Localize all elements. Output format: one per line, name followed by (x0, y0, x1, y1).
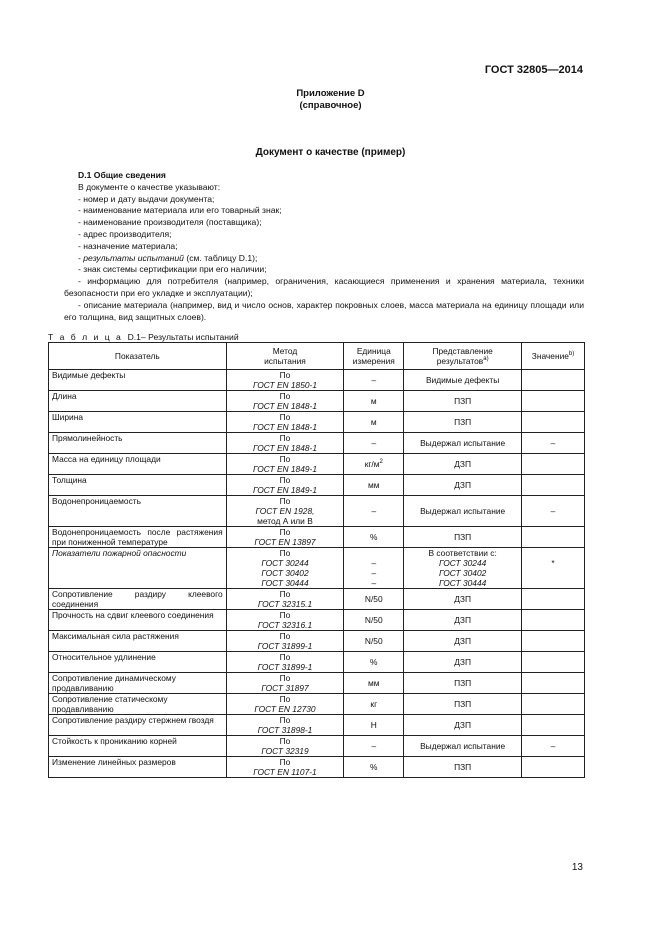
general-info-section (64, 170, 584, 323)
header-value-footnote: b) (568, 351, 575, 357)
header-repr-footnote: а) (483, 356, 489, 362)
table-row (49, 631, 585, 652)
method-standard: ГОСТ 31898-1 (257, 725, 313, 735)
cell-indicator: Водонепроницаемость (49, 496, 227, 527)
method-line: По (279, 694, 291, 704)
method-line: По (279, 652, 291, 662)
cell-unit (344, 454, 404, 475)
cell-value (522, 527, 585, 548)
cell-unit: м (344, 412, 404, 433)
header-method-line1: Метод (272, 346, 298, 356)
cell-value: – (522, 433, 585, 454)
cell-method (226, 589, 344, 610)
cell-method (226, 391, 344, 412)
document-title: Документ о качестве (пример) (255, 147, 406, 158)
table-row (49, 475, 585, 496)
cell-representation: ДЗП (404, 454, 522, 475)
cell-indicator: Максимальная сила растяжения (49, 631, 227, 652)
cell-representation: Выдержал испытание (404, 433, 522, 454)
header-representation (404, 343, 522, 370)
method-standard: ГОСТ 32316.1 (257, 620, 313, 630)
cell-method (226, 652, 344, 673)
table-row (49, 496, 585, 527)
list-item: - адрес производителя; (78, 228, 172, 239)
repr-standard: ГОСТ 30402 (438, 568, 487, 578)
annex-subtitle: (справочное) (299, 100, 362, 111)
cell-indicator: Сопротивление динамическому продавливанию (49, 673, 227, 694)
cell-unit (344, 548, 404, 589)
cell-representation (404, 548, 522, 589)
cell-indicator: Водонепроницаемость после растяжения при пониженной температуре (49, 527, 227, 548)
cell-unit: мм (344, 673, 404, 694)
results-prefix: - (78, 252, 84, 263)
cell-indicator: Масса на единицу площади (49, 454, 227, 475)
cell-representation: ДЗП (404, 715, 522, 736)
cell-value (522, 673, 585, 694)
table-row (49, 673, 585, 694)
cell-unit: – (344, 433, 404, 454)
table-row (49, 454, 585, 475)
method-line: По (279, 610, 291, 620)
cell-indicator: Сопротивление статическому продавливанию (49, 694, 227, 715)
cell-indicator: Стойкость к прониканию корней (49, 736, 227, 757)
list-item-results (64, 253, 584, 265)
table-row (49, 391, 585, 412)
repr-text: В соответствии с: (428, 548, 497, 558)
cell-unit: N/50 (344, 631, 404, 652)
method-line: По (279, 475, 291, 485)
cell-representation: ДЗП (404, 589, 522, 610)
list-item: - знак системы сертификации при его наличии; (78, 264, 267, 275)
table-row (49, 370, 585, 391)
cell-indicator: Ширина (49, 412, 227, 433)
method-line: По (279, 412, 291, 422)
method-line: По (279, 589, 291, 599)
cell-value (522, 589, 585, 610)
cell-value (522, 370, 585, 391)
method-line: По (279, 527, 291, 537)
method-standard: ГОСТ 31899-1 (257, 641, 313, 651)
cell-indicator: Относительное удлинение (49, 652, 227, 673)
cell-representation: ПЗП (404, 391, 522, 412)
cell-unit: м (344, 391, 404, 412)
cell-method (226, 370, 344, 391)
cell-unit: % (344, 652, 404, 673)
method-standard: ГОСТ EN 1850-1 (252, 380, 317, 390)
cell-method (226, 694, 344, 715)
cell-representation: ДЗП (404, 631, 522, 652)
cell-representation: ДЗП (404, 475, 522, 496)
cell-unit: N/50 (344, 589, 404, 610)
cell-method (226, 757, 344, 778)
unit-text: – (371, 558, 377, 568)
method-line: По (279, 433, 291, 443)
list-item: - описание материала (например, вид и число основ, характер покровных слоев, масса материала на единицу площади или его толщина, вид защитных слоев). (64, 299, 584, 322)
method-standard: ГОСТ 32319 (261, 746, 309, 756)
unit-text: кг/м (364, 459, 380, 469)
method-line: По (279, 548, 291, 558)
annex-heading (0, 88, 661, 112)
unit-text: – (371, 578, 377, 588)
method-standard: ГОСТ 31899-1 (257, 662, 313, 672)
method-line: По (279, 673, 291, 683)
method-standard: ГОСТ EN 1928, (255, 506, 315, 516)
cell-value (522, 391, 585, 412)
document-id: ГОСТ 32805—2014 (484, 64, 583, 76)
header-unit-line1: Единица (356, 346, 391, 356)
cell-unit: % (344, 527, 404, 548)
section-intro: В документе о качестве указывают: (78, 181, 221, 192)
cell-indicator: Прямолинейность (49, 433, 227, 454)
cell-method (226, 412, 344, 433)
repr-standard: ГОСТ 30244 (438, 558, 487, 568)
page-number: 13 (571, 862, 583, 873)
cell-representation: ПЗП (404, 694, 522, 715)
cell-value (522, 548, 585, 589)
table-row (49, 736, 585, 757)
header-value-text: Значение (531, 351, 569, 361)
list-item: - назначение материала; (78, 240, 178, 251)
table-header-row (49, 343, 585, 370)
method-line: По (279, 496, 291, 506)
results-suffix: (см. таблицу D.1); (183, 252, 258, 263)
repr-standard: ГОСТ 30444 (438, 578, 487, 588)
unit-text: – (371, 568, 377, 578)
annex-title: Приложение D (296, 88, 365, 99)
cell-method (226, 548, 344, 589)
cell-representation: ПЗП (404, 757, 522, 778)
method-standard: ГОСТ 32315.1 (257, 599, 313, 609)
cell-unit: – (344, 496, 404, 527)
cell-unit: N/50 (344, 610, 404, 631)
cell-method (226, 496, 344, 527)
table-row (49, 757, 585, 778)
method-standard: ГОСТ 30444 (261, 578, 309, 588)
results-italic: результаты испытаний (83, 252, 184, 263)
cell-value (522, 412, 585, 433)
method-standard: ГОСТ EN 13897 (254, 537, 316, 547)
method-standard: ГОСТ EN 1849-1 (252, 485, 317, 495)
table-row (49, 715, 585, 736)
cell-unit: Н (344, 715, 404, 736)
cell-value: – (522, 496, 585, 527)
method-standard: ГОСТ EN 1849-1 (252, 464, 317, 474)
method-line: По (279, 736, 291, 746)
cell-unit: – (344, 370, 404, 391)
method-standard: ГОСТ 30402 (261, 568, 309, 578)
cell-representation: ПЗП (404, 412, 522, 433)
cell-method (226, 631, 344, 652)
cell-representation: Выдержал испытание (404, 496, 522, 527)
cell-method (226, 475, 344, 496)
method-standard: ГОСТ EN 12730 (254, 704, 316, 714)
caption-text: D.1– Результаты испытаний (127, 332, 239, 342)
header-method-line2: испытания (264, 356, 306, 366)
cell-value (522, 475, 585, 496)
cell-indicator: Толщина (49, 475, 227, 496)
cell-representation: Выдержал испытание (404, 736, 522, 757)
method-line: По (279, 631, 291, 641)
table-row (49, 412, 585, 433)
method-standard: ГОСТ 31897 (261, 683, 309, 693)
results-table (48, 342, 585, 778)
cell-indicator: Длина (49, 391, 227, 412)
cell-method (226, 673, 344, 694)
list-item: - наименование материала или его товарный знак; (78, 205, 282, 216)
table-row (49, 548, 585, 589)
cell-method (226, 433, 344, 454)
list-item: - информацию для потребителя (например, ограничения, касающиеся применения и хранения материала, техники безопасности при его укладке и эксплуатации); (64, 276, 584, 298)
header-repr-text: результатов (436, 356, 484, 366)
cell-method (226, 736, 344, 757)
cell-value (522, 715, 585, 736)
method-line: По (279, 757, 291, 767)
cell-representation: Видимые дефекты (404, 370, 522, 391)
cell-indicator: Показатели пожарной опасности (49, 548, 227, 589)
cell-indicator: Сопротивление раздиру стержнем гвоздя (49, 715, 227, 736)
cell-method (226, 610, 344, 631)
method-standard: ГОСТ EN 1848-1 (252, 422, 317, 432)
cell-value (522, 694, 585, 715)
method-standard: ГОСТ EN 1848-1 (252, 443, 317, 453)
section-heading: D.1 Общие сведения (78, 170, 166, 180)
cell-unit: кг (344, 694, 404, 715)
cell-value (522, 631, 585, 652)
header-value (522, 343, 585, 370)
list-item: - номер и дату выдачи документа; (78, 193, 215, 204)
cell-unit: – (344, 736, 404, 757)
list-item: - наименование производителя (поставщика); (78, 217, 262, 228)
cell-indicator: Изменение линейных размеров (49, 757, 227, 778)
unit-exponent: 2 (379, 459, 383, 465)
table-row (49, 589, 585, 610)
method-standard: ГОСТ EN 1107-1 (253, 767, 317, 777)
cell-method (226, 715, 344, 736)
table-row (49, 527, 585, 548)
header-repr-line2 (407, 356, 518, 366)
cell-value (522, 757, 585, 778)
method-variant: метод А или В (257, 516, 313, 526)
method-line: По (279, 370, 291, 380)
cell-representation: ДЗП (404, 610, 522, 631)
header-method (226, 343, 344, 370)
table-caption (48, 332, 239, 342)
table-row (49, 652, 585, 673)
method-line: По (279, 715, 291, 725)
caption-prefix: Т а б л и ц а (48, 332, 123, 342)
cell-method (226, 454, 344, 475)
table-row (49, 694, 585, 715)
cell-representation: ПЗП (404, 673, 522, 694)
header-repr-line1: Представление (432, 346, 493, 356)
cell-value: – (522, 736, 585, 757)
cell-indicator: Видимые дефекты (49, 370, 227, 391)
cell-unit: мм (344, 475, 404, 496)
header-indicator: Показатель (49, 343, 227, 370)
cell-method (226, 527, 344, 548)
method-line: По (279, 391, 291, 401)
cell-indicator: Сопротивление раздиру клеевого соединения (49, 589, 227, 610)
table-row (49, 610, 585, 631)
cell-indicator: Прочность на сдвиг клеевого соединения (49, 610, 227, 631)
cell-unit: % (344, 757, 404, 778)
method-line: По (279, 454, 291, 464)
header-unit-line2: измерения (352, 356, 395, 366)
value-text: * (551, 558, 555, 568)
header-unit (344, 343, 404, 370)
cell-value (522, 610, 585, 631)
cell-value (522, 652, 585, 673)
method-standard: ГОСТ EN 1848-1 (252, 401, 317, 411)
method-standard: ГОСТ 30244 (261, 558, 309, 568)
table-row (49, 433, 585, 454)
cell-value (522, 454, 585, 475)
cell-representation: ДЗП (404, 652, 522, 673)
cell-representation: ПЗП (404, 527, 522, 548)
